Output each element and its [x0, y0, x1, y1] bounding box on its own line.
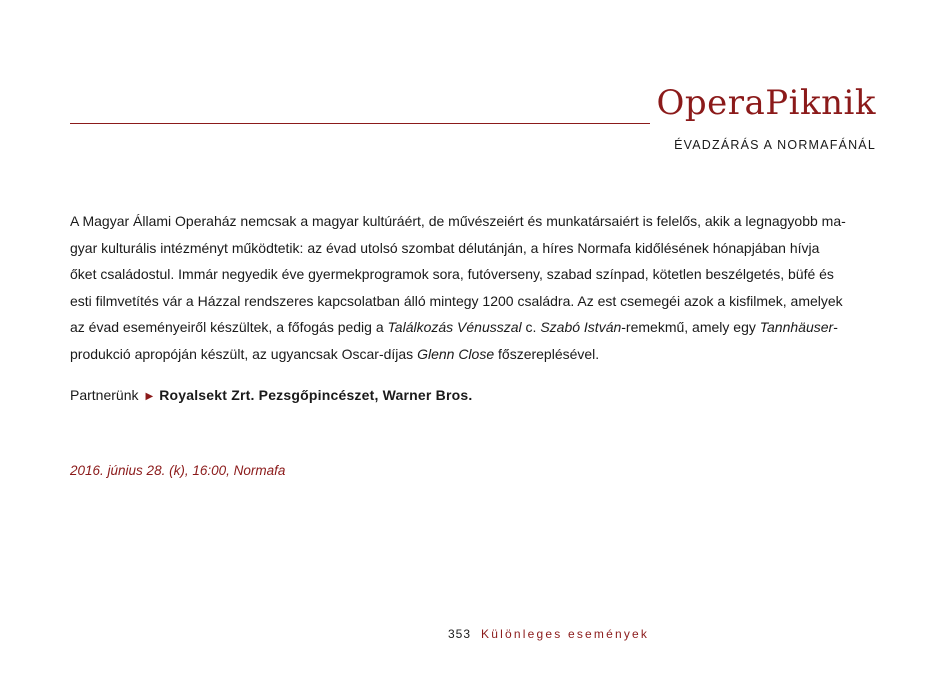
body-text-segment: produkció apropóján készült, az ugyancsak Oscar-díjas: [70, 345, 418, 362]
body-line: gyar kulturális intézményt működtetik: az évad utolsó szombat délutánján, a híres Normafa kidőlésének hónapjában hívja: [70, 239, 820, 256]
partner-names: Royalsekt Zrt. Pezsgőpincészet, Warner Bros.: [159, 387, 473, 403]
body-line: őket családostul. Immár negyedik éve gyermekprogramok sora, futóverseny, szabad színpad, kötetlen beszélgetés, büfé és: [70, 266, 834, 282]
partner-label: Partnerünk: [70, 387, 139, 403]
body-line: [70, 341, 870, 368]
body-text-segment: c.: [521, 319, 541, 335]
body-text-segment: főszereplésével.: [494, 345, 600, 362]
body-line: A Magyar Állami Operaház nemcsak a magyar kultúráért, de művészeiért és munkatársaiért is felelős, akik a legnagyobb ma-: [70, 213, 846, 229]
opera-title: Tannhäuser: [759, 319, 834, 335]
body-text: [70, 208, 870, 367]
film-title: Találkozás Vénusszal: [387, 319, 522, 335]
title-rule: [70, 123, 650, 124]
body-text-segment: -remekmű, amely egy: [621, 319, 760, 335]
page-footer: [448, 627, 649, 641]
event-date: 2016. június 28. (k), 16:00, Normafa: [70, 463, 286, 478]
body-text-segment: -: [833, 319, 838, 335]
body-line: esti filmvetítés vár a Házzal rendszeres kapcsolatban álló mintegy 1200 családra. Az est csemegéi azok a kisfilmek, amelyek: [70, 292, 843, 309]
body-line: [70, 314, 870, 341]
page-subtitle: ÉVADZÁRÁS A NORMAFÁNÁL: [674, 138, 876, 152]
actress-name: Glenn Close: [417, 345, 495, 362]
page-number: 353: [448, 627, 472, 641]
section-name: Különleges események: [481, 627, 650, 641]
partner-line: [70, 387, 472, 403]
body-text-segment: az évad eseményeiről készültek, a főfogás pedig a: [70, 319, 388, 335]
triangle-right-icon: ▶: [145, 391, 154, 402]
director-name: Szabó István: [540, 319, 622, 335]
page-title: OperaPiknik: [656, 83, 876, 123]
